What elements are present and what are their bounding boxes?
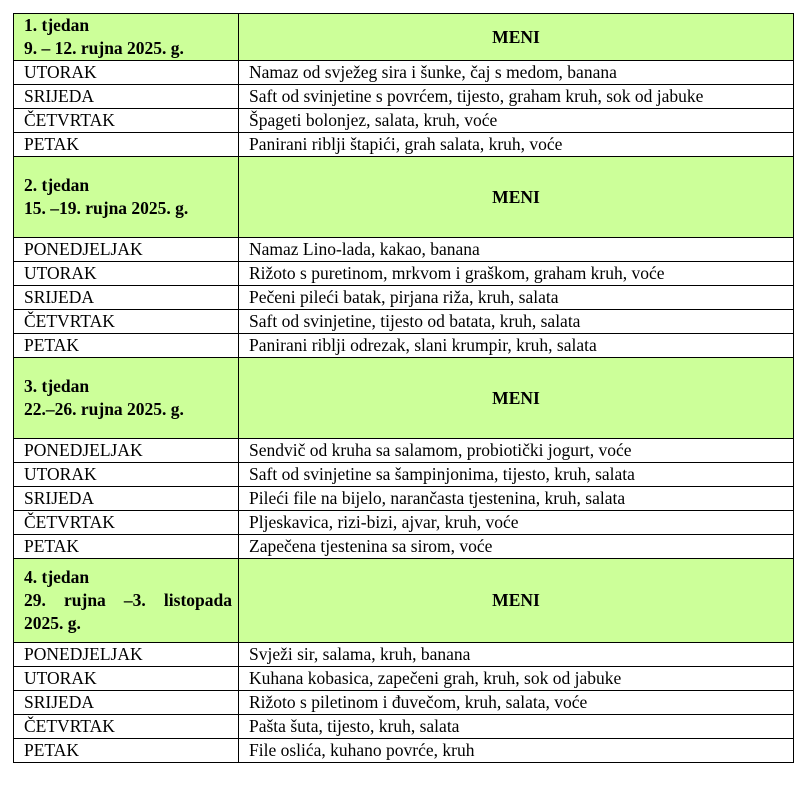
day-cell: UTORAK — [14, 463, 239, 487]
week-date-range: 9. – 12. rujna 2025. g. — [24, 38, 184, 58]
day-cell: SRIJEDA — [14, 85, 239, 109]
menu-cell: Svježi sir, salama, kruh, banana — [239, 643, 794, 667]
menu-cell: Pašta šuta, tijesto, kruh, salata — [239, 715, 794, 739]
week-header-row — [14, 358, 794, 439]
table-row — [14, 310, 794, 334]
table-row — [14, 535, 794, 559]
table-row — [14, 691, 794, 715]
table-row — [14, 238, 794, 262]
day-cell: SRIJEDA — [14, 691, 239, 715]
table-row — [14, 109, 794, 133]
table-row — [14, 739, 794, 763]
week-date-range: 15. –19. rujna 2025. g. — [24, 198, 189, 218]
menu-cell: Namaz Lino-lada, kakao, banana — [239, 238, 794, 262]
menu-cell: Sendvič od kruha sa salamom, probiotički jogurt, voće — [239, 439, 794, 463]
table-row — [14, 511, 794, 535]
table-row — [14, 439, 794, 463]
menu-cell: Pileći file na bijelo, narančasta tjestenina, kruh, salata — [239, 487, 794, 511]
week-title-line: 2. tjedan — [24, 175, 90, 195]
weekly-menu-table — [13, 13, 794, 763]
table-row — [14, 61, 794, 85]
table-row — [14, 85, 794, 109]
menu-header-cell: MENI — [239, 559, 794, 643]
menu-cell: Kuhana kobasica, zapečeni grah, kruh, sok od jabuke — [239, 667, 794, 691]
day-cell: ČETVRTAK — [14, 310, 239, 334]
menu-header-cell: MENI — [239, 358, 794, 439]
day-cell: ČETVRTAK — [14, 109, 239, 133]
table-row — [14, 643, 794, 667]
week-title-cell — [14, 559, 239, 643]
menu-cell: Saft od svinjetine, tijesto od batata, kruh, salata — [239, 310, 794, 334]
table-row — [14, 487, 794, 511]
week-year-line: 2025. g. — [24, 613, 81, 633]
menu-cell: Zapečena tjestenina sa sirom, voće — [239, 535, 794, 559]
table-row — [14, 334, 794, 358]
menu-cell: Rižoto s puretinom, mrkvom i graškom, graham kruh, voće — [239, 262, 794, 286]
week-header-row — [14, 14, 794, 61]
week-header-row — [14, 559, 794, 643]
day-cell: UTORAK — [14, 61, 239, 85]
week-title-line: 3. tjedan — [24, 376, 90, 396]
day-cell: PETAK — [14, 535, 239, 559]
menu-cell: Pečeni pileći batak, pirjana riža, kruh, salata — [239, 286, 794, 310]
day-cell: PETAK — [14, 133, 239, 157]
menu-cell: Saft od svinjetine s povrćem, tijesto, graham kruh, sok od jabuke — [239, 85, 794, 109]
day-cell: PETAK — [14, 739, 239, 763]
table-row — [14, 286, 794, 310]
week-title-cell — [14, 358, 239, 439]
table-row — [14, 262, 794, 286]
menu-header-cell: MENI — [239, 14, 794, 61]
menu-cell: Rižoto s piletinom i đuvečom, kruh, salata, voće — [239, 691, 794, 715]
table-row — [14, 667, 794, 691]
week-date-range: 22.–26. rujna 2025. g. — [24, 399, 184, 419]
day-cell: ČETVRTAK — [14, 511, 239, 535]
week-title-line: 4. tjedan — [24, 567, 90, 587]
week-title-cell — [14, 14, 239, 61]
day-cell: PETAK — [14, 334, 239, 358]
week-title-line: 1. tjedan — [24, 15, 90, 35]
menu-header-cell: MENI — [239, 157, 794, 238]
table-row — [14, 133, 794, 157]
day-cell: PONEDJELJAK — [14, 238, 239, 262]
day-cell: ČETVRTAK — [14, 715, 239, 739]
week-title-cell — [14, 157, 239, 238]
day-cell: SRIJEDA — [14, 286, 239, 310]
day-cell: UTORAK — [14, 262, 239, 286]
table-row — [14, 463, 794, 487]
table-row — [14, 715, 794, 739]
day-cell: PONEDJELJAK — [14, 439, 239, 463]
week-date-range: 29. rujna –3. listopada — [24, 590, 232, 610]
day-cell: UTORAK — [14, 667, 239, 691]
menu-cell: Panirani riblji štapići, grah salata, kruh, voće — [239, 133, 794, 157]
menu-cell: Špageti bolonjez, salata, kruh, voće — [239, 109, 794, 133]
week-header-row — [14, 157, 794, 238]
menu-cell: Namaz od svježeg sira i šunke, čaj s medom, banana — [239, 61, 794, 85]
menu-cell: Panirani riblji odrezak, slani krumpir, kruh, salata — [239, 334, 794, 358]
menu-cell: Pljeskavica, rizi-bizi, ajvar, kruh, voće — [239, 511, 794, 535]
menu-cell: Saft od svinjetine sa šampinjonima, tijesto, kruh, salata — [239, 463, 794, 487]
day-cell: PONEDJELJAK — [14, 643, 239, 667]
menu-cell: File oslića, kuhano povrće, kruh — [239, 739, 794, 763]
day-cell: SRIJEDA — [14, 487, 239, 511]
